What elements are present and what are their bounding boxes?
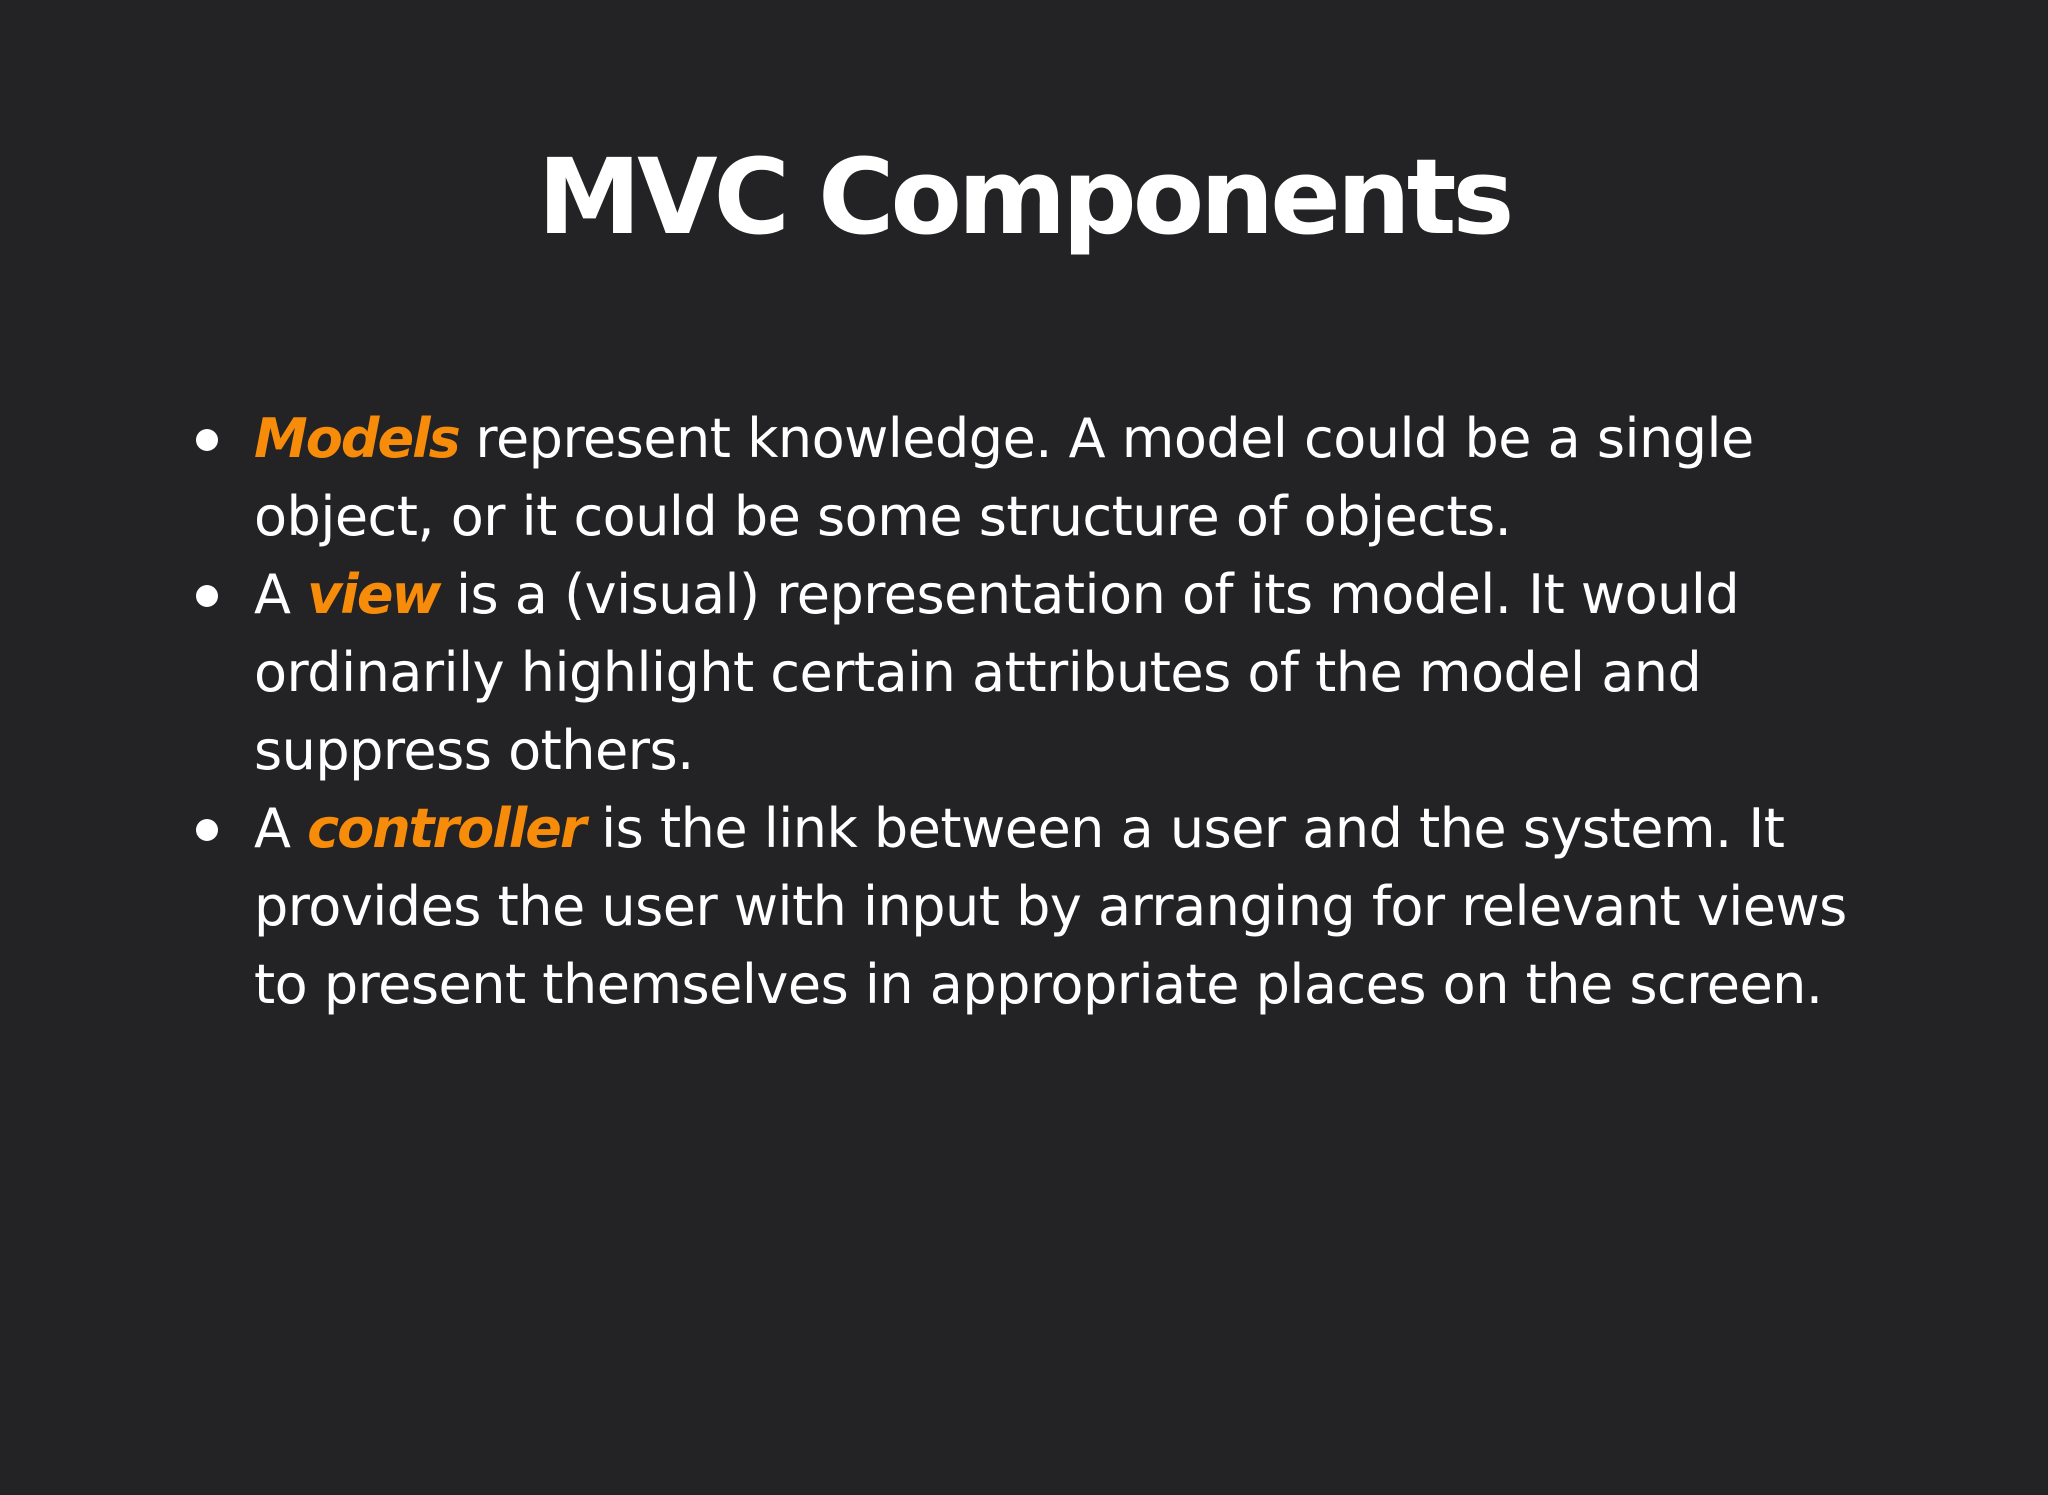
bullet-body: represent knowledge. A model could be a single object, or it could be some structure of objects. — [254, 407, 1754, 548]
bullet-body: is the link between a user and the system. It provides the user with input by arranging for relevant views to present themselves in appropriate places on the screen. — [254, 797, 1847, 1016]
bullet-dot-icon — [196, 585, 218, 607]
term-models: Models — [254, 407, 459, 470]
bullet-dot-icon — [196, 819, 218, 841]
bullet-item-view — [254, 556, 1894, 790]
bullet-lead: A — [254, 563, 308, 626]
bullet-list — [254, 400, 1894, 1024]
slide-title: MVC Components — [537, 136, 1511, 258]
bullet-text — [254, 797, 1847, 1016]
bullet-dot-icon — [196, 429, 218, 451]
bullet-lead: A — [254, 797, 308, 860]
bullet-item-controller — [254, 790, 1894, 1024]
term-controller: controller — [307, 797, 585, 860]
bullet-text — [254, 563, 1739, 782]
bullet-text — [254, 407, 1754, 548]
term-view: view — [307, 563, 440, 626]
bullet-item-models — [254, 400, 1894, 556]
bullet-body: is a (visual) representation of its model. It would ordinarily highlight certain attributes of the model and suppress others. — [254, 563, 1740, 782]
